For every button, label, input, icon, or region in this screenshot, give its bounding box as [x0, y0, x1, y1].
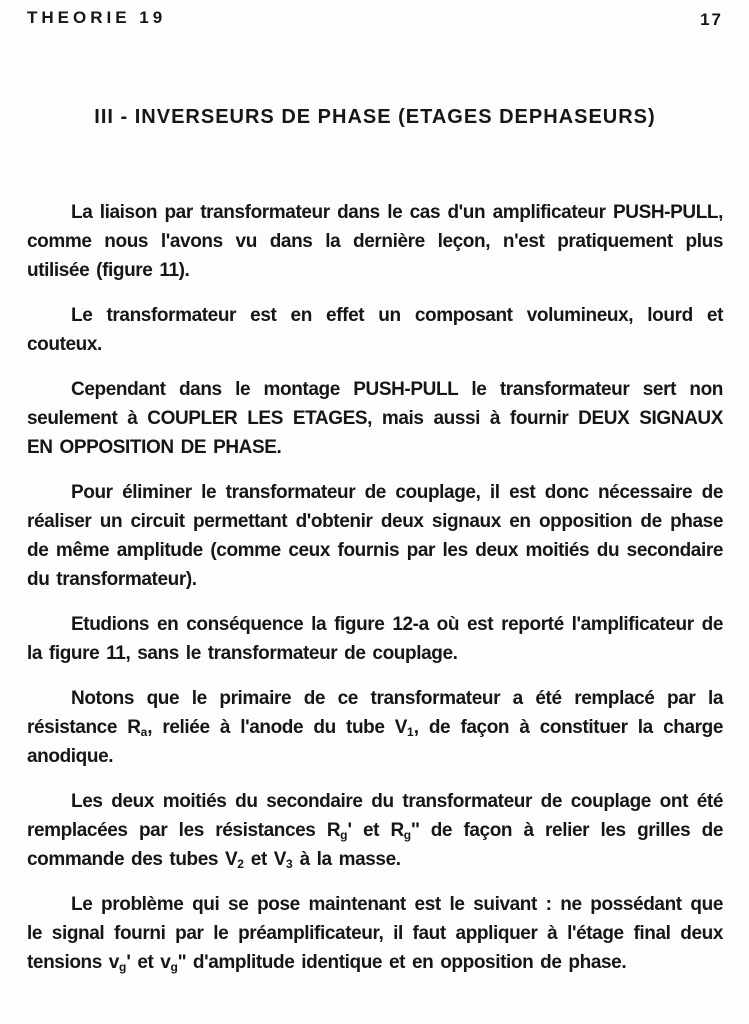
paragraph-4: Pour éliminer le transformateur de couplage, il est donc nécessaire de réaliser un circuit permettant d'obtenir deux signaux en opposition de phase de même amplitude (comme ceux fournis par les deux moitiés du secondaire du transformateur). — [27, 482, 723, 590]
page-header — [27, 8, 723, 30]
paragraph-1: La liaison par transformateur dans le cas d'un amplificateur PUSH-PULL, comme nous l'avons vu dans la dernière leçon, n'est pratiquement plus utilisée (figure 11). — [27, 202, 723, 281]
section-title: III - INVERSEURS DE PHASE (ETAGES DEPHASEURS) — [94, 106, 656, 128]
paragraph-2: Le transformateur est en effet un composant volumineux, lourd et couteux. — [27, 305, 723, 355]
paragraph-3: Cependant dans le montage PUSH-PULL le transformateur sert non seulement à COUPLER LES ETAGES, mais aussi à fournir DEUX SIGNAUX EN OPPOSITION DE PHASE. — [27, 379, 723, 458]
paragraph-5: Etudions en conséquence la figure 12-a où est reporté l'amplificateur de la figure 11, sans le transformateur de couplage. — [27, 614, 723, 664]
running-title: THEORIE 19 — [27, 8, 167, 27]
paragraph-7: Les deux moitiés du secondaire du transformateur de couplage ont été remplacées par les résistances $R_g'$ et $R_g''$ de façon à relier les grilles de commande des tubes $V_2$ et $V_3$ à la masse. — [27, 791, 723, 871]
body-text — [27, 198, 723, 977]
paragraph-6: Notons que le primaire de ce transformateur a été remplacé par la résistance $R_a$, reliée à l'anode du tube $V_1$, de façon à constituer la charge anodique. — [27, 688, 723, 767]
page-number: 17 — [700, 10, 723, 29]
paragraph-8: Le problème qui se pose maintenant est le suivant : ne possédant que le signal fourni par le préamplificateur, il faut appliquer à l'étage final deux tensions $v_g'$ et $v_g''$ d'amplitude identique et en opposition de phase. — [27, 894, 723, 974]
